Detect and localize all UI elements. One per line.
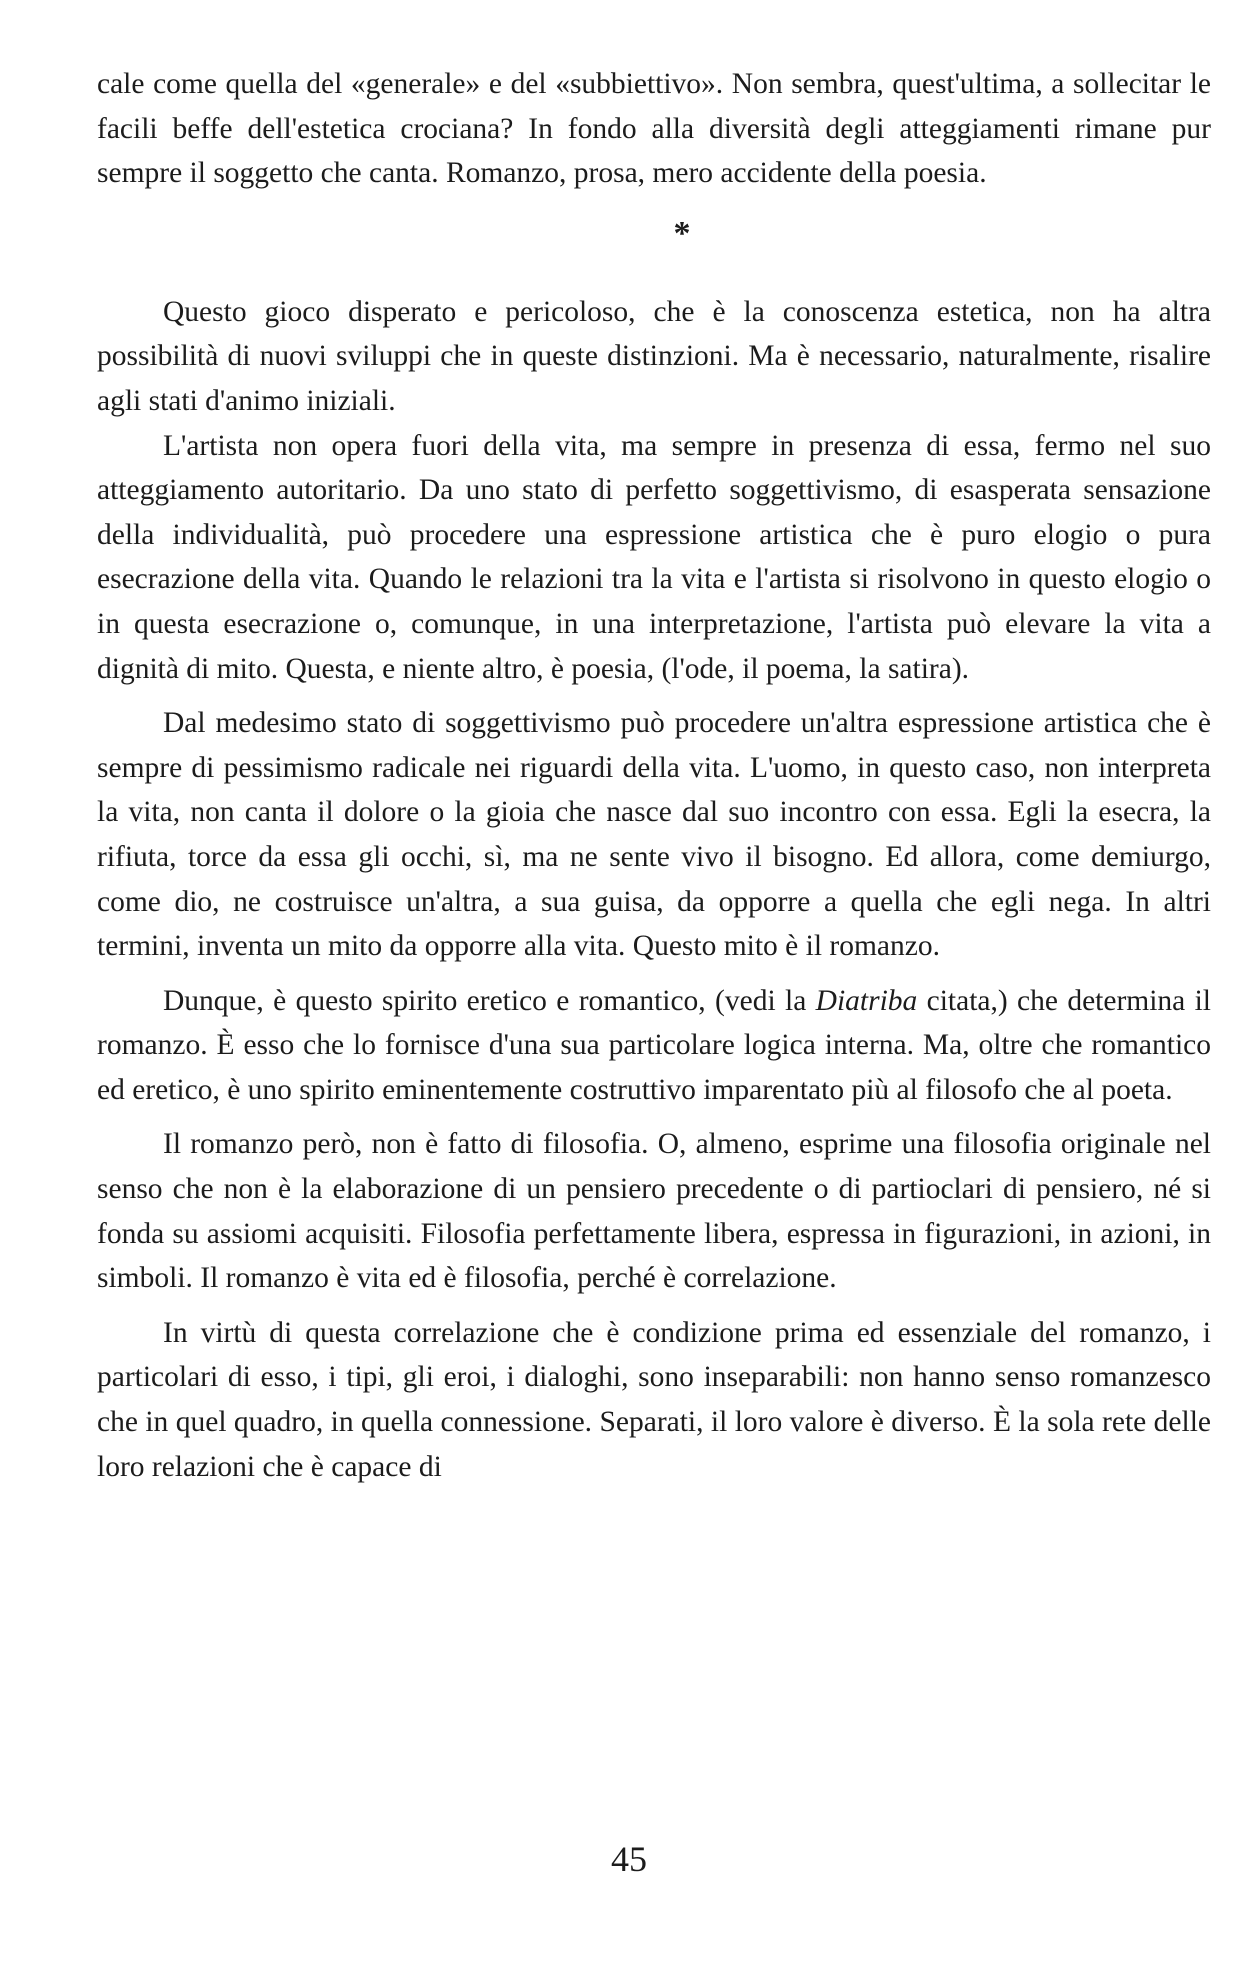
paragraph-4-lead: Dunque, è questo spirito eretico e romantico, (vedi la [163,984,816,1017]
paragraph-4 [97,979,1211,1113]
section-separator-asterisk: * [673,214,691,252]
page-body [97,62,1211,1489]
paragraph-6: In virtù di questa correlazione che è condizione prima ed essenziale del romanzo, i particolari di esso, i tipi, gli eroi, i dialoghi, sono inseparabili: non hanno senso romanzesco che in quel quadro, in quella connessione. Separati, il loro valore è diverso. È la sola rete delle loro relazioni che è capace di [97,1316,1211,1483]
paragraph-continued: cale come quella del «generale» e del «subbiettivo». Non sembra, quest'ultima, a sollecitar le facili beffe dell'estetica crociana? In fondo alla diversità degli atteggiamenti rimane pur sempre il soggetto che canta. Romanzo, prosa, mero accidente della poesia. [97,68,1211,190]
paragraph-4-rest: citata,) che determina il romanzo. È esso che lo fornisce d'una sua particolare logica interna. Ma, oltre che romantico ed eretico, è uno spirito eminentemente costruttivo imparentato più al filosofo che al poeta. [97,984,1211,1106]
page-number: 45 [611,1839,647,1879]
paragraph-5: Il romanzo però, non è fatto di filosofia. O, almeno, esprime una filosofia originale nel senso che non è la elaborazione di un pensiero precedente o di partioclari di pensiero, né si fonda su assiomi acquisiti. Filosofia perfettamente libera, espressa in figurazioni, in azioni, in simboli. Il romanzo è vita ed è filosofia, perché è correlazione. [97,1128,1211,1295]
paragraph-2: L'artista non opera fuori della vita, ma sempre in presenza di essa, fermo nel suo atteggiamento autoritario. Da uno stato di perfetto soggettivismo, di esasperata sensazione della individualità, può procedere una espressione artistica che è puro elogio o pura esecrazione della vita. Quando le relazioni tra la vita e l'artista si risolvono in questo elogio o in questa esecrazione o, comunque, in una interpretazione, l'artista può elevare la vita a dignità di mito. Questa, e niente altro, è poesia, (l'ode, il poema, la satira). [97,429,1211,685]
paragraph-4-italic-title: Diatriba [815,984,918,1017]
paragraph-1: Questo gioco disperato e pericoloso, che è la conoscenza estetica, non ha altra possibilità di nuovi sviluppi che in queste distinzioni. Ma è necessario, naturalmente, risalire agli stati d'animo iniziali. [97,295,1211,417]
paragraph-3: Dal medesimo stato di soggettivismo può procedere un'altra espressione artistica che è sempre di pessimismo radicale nei riguardi della vita. L'uomo, in questo caso, non interpreta la vita, non canta il dolore o la gioia che nasce dal suo incontro con essa. Egli la esecra, la rifiuta, torce da essa gli occhi, sì, ma ne sente vivo il bisogno. Ed allora, come demiurgo, come dio, ne costruisce un'altra, a sua guisa, da opporre a quella che egli nega. In altri termini, inventa un mito da opporre alla vita. Questo mito è il romanzo. [97,707,1211,963]
